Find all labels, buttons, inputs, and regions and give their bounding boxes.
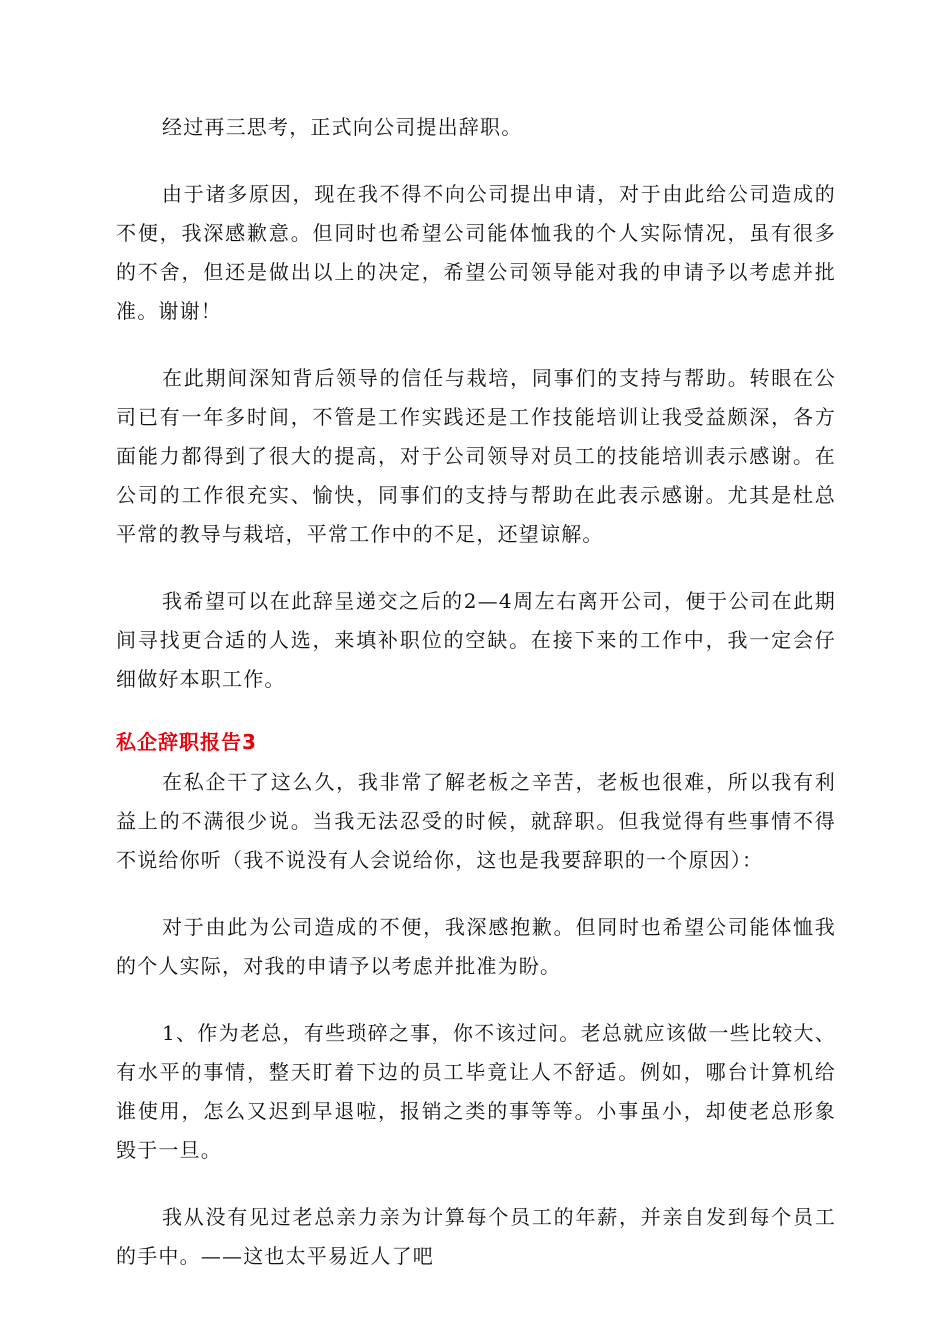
paragraph: 在此期间深知背后领导的信任与栽培，同事们的支持与帮助。转眼在公司已有一年多时间，不管是工作实践还是工作技能培训让我受益颇深，各方面能力都得到了很大的提高，对于公司领导对员工的技能培训表示感谢。在公司的工作很充实、愉快，同事们的支持与帮助在此表示感谢。尤其是杜总平常的教导与栽培，平常工作中的不足，还望谅解。 [116,366,836,546]
paragraph: 在私企干了这么久，我非常了解老板之辛苦，老板也很难，所以我有利益上的不满很少说。当我无法忍受的时候，就辞职。但我觉得有些事情不得不说给你听（我不说没有人会说给你，这也是我要辞职的一个原因）： [116,770,836,872]
document-page [116,108,836,1304]
paragraph: 对于由此为公司造成的不便，我深感抱歉。但同时也希望公司能体恤我的个人实际，对我的申请予以考虑并批准为盼。 [116,915,836,978]
paragraph: 由于诸多原因，现在我不得不向公司提出申请，对于由此给公司造成的不便，我深感歉意。但同时也希望公司能体恤我的个人实际情况，虽有很多的不舍，但还是做出以上的决定，希望公司领导能对我的申请予以考虑并批准。谢谢！ [116,182,836,323]
section-heading: 私企辞职报告3 [116,730,257,754]
paragraph: 经过再三思考，正式向公司提出辞职。 [162,115,523,139]
paragraph: 我从没有见过老总亲力亲为计算每个员工的年薪，并亲自发到每个员工的手中。——这也太平易近人了吧 [116,1205,836,1268]
paragraph: 1、作为老总，有些琐碎之事，你不该过问。老总就应该做一些比较大、有水平的事情，整天盯着下边的员工毕竟让人不舒适。例如，哪台计算机给谁使用，怎么又迟到早退啦，报销之类的事等等。小事虽小，却使老总形象毁于一旦。 [116,1021,836,1162]
paragraph: 我希望可以在此辞呈递交之后的2—4周左右离开公司，便于公司在此期间寻找更合适的人选，来填补职位的空缺。在接下来的工作中，我一定会仔细做好本职工作。 [116,589,836,691]
